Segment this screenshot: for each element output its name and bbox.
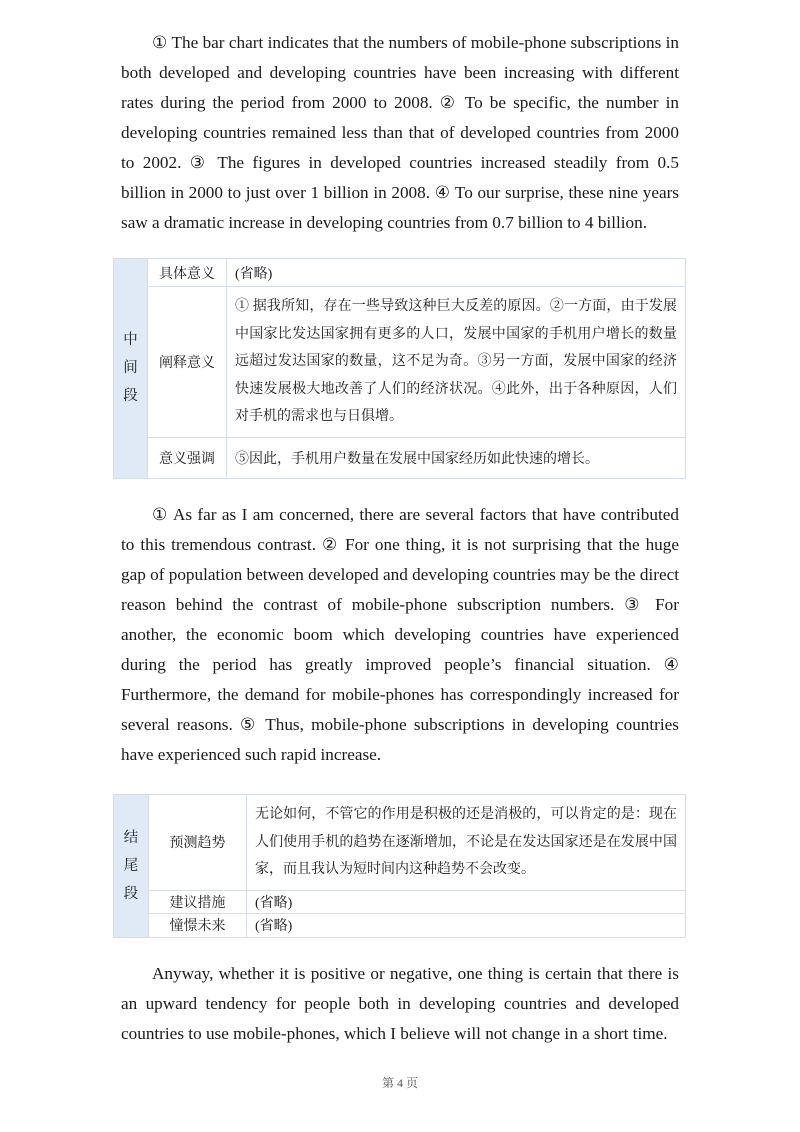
row-label-specific-meaning: 具体意义	[148, 259, 227, 287]
row-content-future: (省略)	[247, 913, 686, 937]
row-label-future: 憧憬未来	[149, 913, 247, 937]
section-label-ending: 结 尾 段	[114, 795, 149, 938]
row-content-specific-meaning: (省略)	[227, 259, 686, 287]
row-label-explanation: 阐释意义	[148, 287, 227, 438]
row-label-suggestions: 建议措施	[149, 890, 247, 913]
page-number: 第 4 页	[381, 1076, 418, 1090]
paragraph-body-3: Anyway, whether it is positive or negative, one thing is certain that there is an upward tendency for people both in developing countries and developed countries to use mobile-phones, which I believe will not change in a short time.	[121, 964, 679, 1043]
paragraph-body-1: ① The bar chart indicates that the numbers of mobile-phone subscriptions in both developed and developing countries have been increasing with different rates during the period from 2000 to 2008. ② To be specific, the number in developing countries remained less than that of developed countries from 2000 to 2002. ③ The figures in developed countries increased steadily from 0.5 billion in 2000 to just over 1 billion in 2008. ④ To our surprise, these nine years saw a dramatic increase in developing countries from 0.7 billion to 4 billion.	[121, 33, 679, 232]
ending-paragraph-table	[113, 794, 686, 938]
row-content-forecast: 无论如何，不管它的作用是积极的还是消极的，可以肯定的是：现在人们使用手机的趋势在逐渐增加，不论是在发达国家还是在发展中国家，而且我认为短时间内这种趋势不会改变。	[247, 795, 686, 891]
row-label-forecast: 预测趋势	[149, 795, 247, 891]
row-content-explanation: ① 据我所知，存在一些导致这种巨大反差的原因。②一方面，由于发展中国家比发达国家拥有更多的人口，发展中国家的手机用户增长的数量远超过发达国家的数量，这不足为奇。③另一方面，发展中国家的经济快速发展极大地改善了人们的经济状况。④此外，出于各种原因，人们对手机的需求也与日俱增。	[227, 287, 686, 438]
middle-paragraph-table	[113, 258, 686, 479]
section-label-middle: 中 间 段	[114, 259, 148, 479]
row-label-emphasis: 意义强调	[148, 437, 227, 478]
paragraph-body-2: ① As far as I am concerned, there are several factors that have contributed to this tremendous contrast. ② For one thing, it is not surprising that the huge gap of population between developed and developing countries may be the direct reason behind the contrast of mobile-phone subscription numbers. ③ For another, the economic boom which developing countries have experienced during the period has greatly improved people’s financial situation. ④ Furthermore, the demand for mobile-phones has correspondingly increased for several reasons. ⑤ Thus, mobile-phone subscriptions in developing countries have experienced such rapid increase.	[121, 505, 679, 764]
row-content-suggestions: (省略)	[247, 890, 686, 913]
row-content-emphasis: ⑤因此，手机用户数量在发展中国家经历如此快速的增长。	[227, 437, 686, 478]
